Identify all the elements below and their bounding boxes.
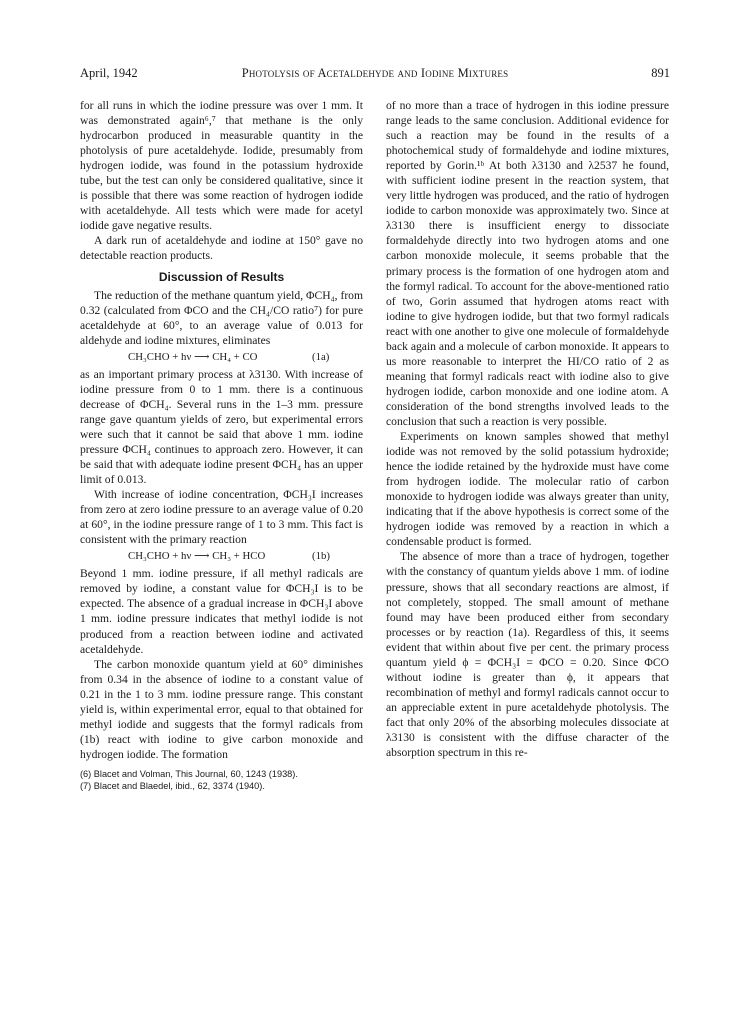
equation-1a	[80, 349, 363, 366]
paragraph-left-3: The reduction of the methane quantum yield, ΦCH₄, from 0.32 (calculated from ΦCO and the CH₄/CO ratio⁷) for pure acetaldehyde at 60°, to an average value of 0.013 for aldehyde and iodine mixtures, eliminates	[80, 288, 363, 347]
equation-1b-body: CH₃CHO + hν ⟶ CH₃ + HCO	[128, 550, 266, 563]
footnote-7: (7) Blacet and Blaedel, ibid., 62, 3374 (1940).	[80, 780, 265, 791]
paragraph-right-1: of no more than a trace of hydrogen in this iodine pressure range leads to the same conclusion. Additional evidence for such a reaction may be found in the results of a photochemical study of formaldehyde and iodine mixtures, reported by Gorin.¹ᵇ At both λ3130 and λ2537 he found, with sufficient iodine present in the reaction system, that very little hydrogen was produced, and the ratio of hydrogen iodide to carbon monoxide was approximately two. Since at λ3130 there is insufficient energy to dissociate formaldehyde directly into two hydrogen atoms and one carbon monoxide molecule, it seems probable that the primary process is the formation of one hydrogen atom and the formyl radical. To account for the above-mentioned ratio of two, Gorin assumed that hydrogen atoms react with iodine to give hydrogen iodide, but that two formyl radicals react with one another to give one molecule of formaldehyde back again and a molecule of carbon monoxide. It appears to us more reasonable to interpret the HI/CO ratio of 2 as meaning that formyl radicals react with iodine also to give hydrogen iodide, carbon monoxide and one iodine atom. A consideration of the bond strengths involved leads to the conclusion that such a reaction is very possible.	[386, 99, 669, 428]
equation-1a-label: (1a)	[312, 350, 330, 363]
header-date: April, 1942	[80, 66, 138, 80]
page-number: 891	[651, 66, 670, 80]
footnote-6: (6) Blacet and Volman, This Journal, 60, 1243 (1938).	[80, 768, 298, 779]
right-column	[386, 98, 669, 760]
paragraph-right-3: The absence of more than a trace of hydrogen, together with the constancy of quantum yields above 1 mm. of iodine pressure, shows that all secondary reactions are almost, if not completely, stopped. The small amount of methane found may have been produced either from secondary processes or by reaction (1a). Regardless of this, it seems evident that within about five per cent. the primary process quantum yield ϕ = ΦCH₃I = ΦCO = 0.20. Since ΦCO without iodine is greater than ϕ, it appears that recombination of methyl and formyl radicals cannot occur to an appreciable extent in pure acetaldehyde photolysis. The fact that only 20% of the absorbing molecules dissociate at λ3130 is consistent with the diffuse character of the absorption spectrum in this re-	[386, 550, 669, 760]
equation-1a-body: CH₃CHO + hν ⟶ CH₄ + CO	[128, 350, 258, 363]
paragraph-left-7: The carbon monoxide quantum yield at 60° diminishes from 0.34 in the absence of iodine to a constant value of 0.21 in the 1 to 3 mm. iodine pressure range. This constant yield is, within experimental error, equal to that obtained for methyl iodide and suggests that the formyl radicals from (1b) react with iodine to give carbon monoxide and hydrogen iodide. The formation	[80, 657, 363, 761]
paragraph-left-6: Beyond 1 mm. iodine pressure, if all methyl radicals are removed by iodine, a constant value for ΦCH₃I is to be expected. The absence of a gradual increase in ΦCH₃I above 1 mm. iodine pressure indicates that methyl iodide is not produced from a reaction between iodine and activated acetaldehyde.	[80, 567, 363, 656]
left-column	[80, 98, 363, 792]
footnotes	[80, 768, 363, 792]
equation-1b-label: (1b)	[312, 550, 330, 563]
paragraph-left-1: for all runs in which the iodine pressure was over 1 mm. It was demonstrated again⁶,⁷ that methane is the only hydrocarbon produced in measurable quantity in the photolysis of pure acetaldehyde. Iodide, presumably from hydrogen iodide, was found in the potassium hydroxide tube, but the test can only be considered qualitative, since it is possible that there was some reaction of hydrogen iodide with acetaldehyde. All tests which were made for acetyl iodide gave negative results.	[80, 99, 363, 233]
paragraph-right-2: Experiments on known samples showed that methyl iodide was not removed by the solid potassium hydroxide; hence the iodide retained by the hydroxide must have come from hydrogen iodide. The molecular ratio of carbon monoxide to hydrogen iodide was always greater than unity, indicating that if the above hypothesis is correct some of the hydrogen iodide was removed by a reaction in which a condensable product is formed.	[386, 430, 669, 549]
paragraph-left-5: With increase of iodine concentration, ΦCH₃I increases from zero at zero iodine pressure to an average value of 0.20 at 60°, in the iodine pressure range of 1 to 3 mm. This fact is consistent with the primary reaction	[80, 488, 363, 547]
paragraph-left-2: A dark run of acetaldehyde and iodine at 150° gave no detectable reaction products.	[80, 234, 363, 263]
page-header	[80, 66, 670, 88]
running-title: Photolysis of Acetaldehyde and Iodine Mixtures	[241, 66, 509, 80]
section-heading: Discussion of Results	[158, 269, 285, 284]
paragraph-left-4: as an important primary process at λ3130. With increase of iodine pressure from 0 to 1 mm. there is a continuous decrease of ΦCH₄. Several runs in the 1–3 mm. pressure range gave quantum yields of zero, but experimental errors were such that it cannot be said that above 1 mm. iodine pressure ΦCH₄ continues to approach zero. However, it can be said that with adequate iodine present ΦCH₄ has an upper limit of 0.013.	[80, 367, 363, 487]
equation-1b	[80, 548, 363, 565]
